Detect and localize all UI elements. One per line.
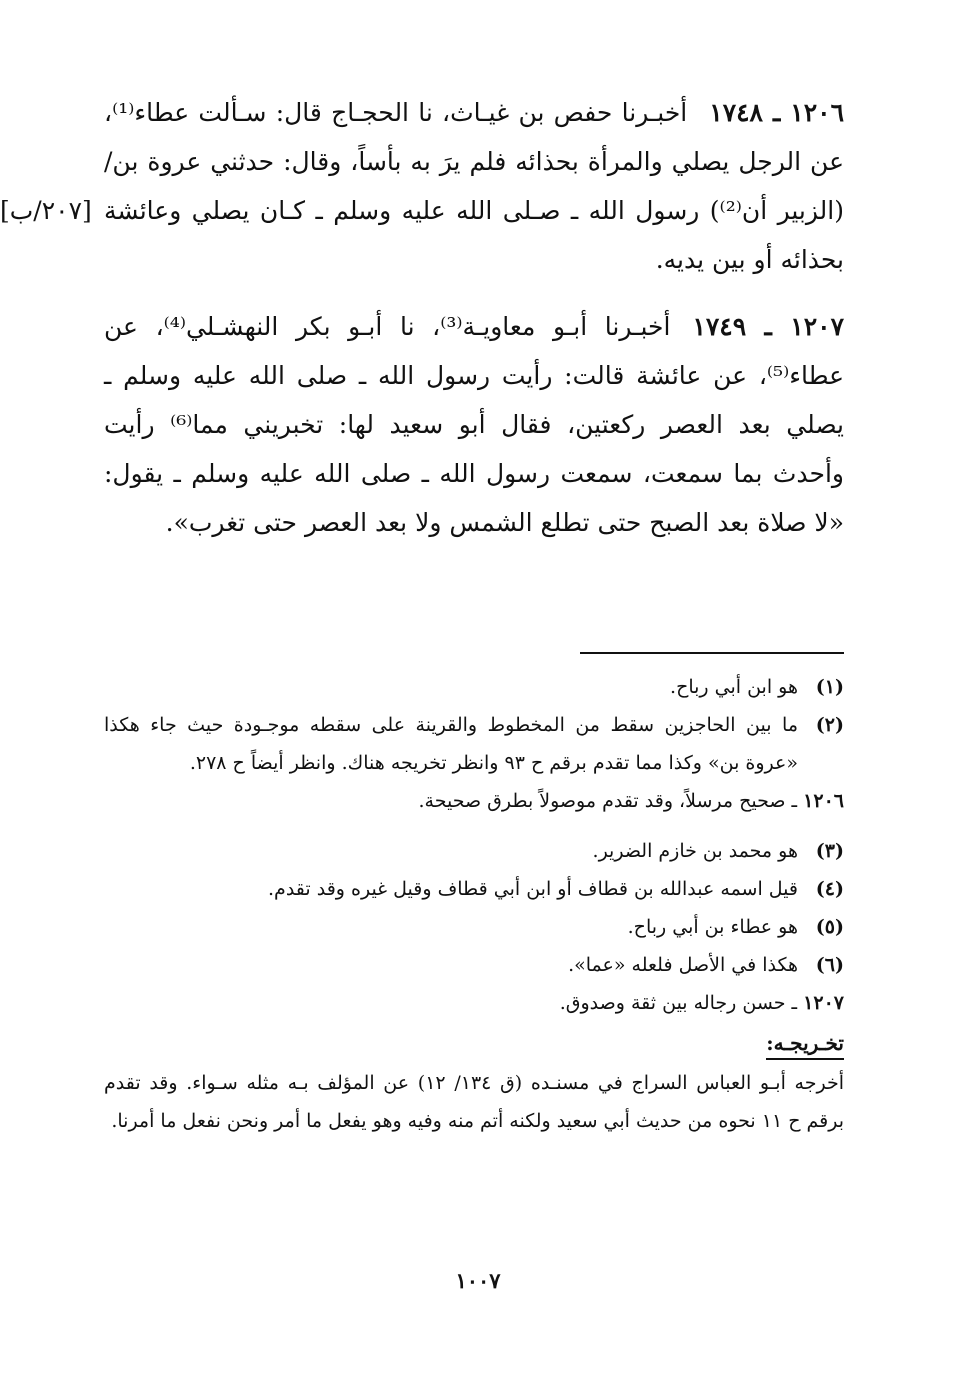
hadith-number: ١٢٠٦ ـ ١٧٤٨: [709, 98, 845, 127]
grading-text: ـ صحيح مرسلاً، وقد تقدم موصولاً بطرق صحيحة.: [418, 790, 798, 812]
takhrij-text: أخرجه أبـو العباس السراج في مسنـده (ق ١٣٤/ ١٢) عن المؤلف بـه مثله سـواء. وقد تقدم برقم ح ١١ نحوه من حديث أبي سعيد ولكنه أتم منه وفيه وهو يفعل ما أمر ونحن نفعل ما أمرنا.: [104, 1072, 844, 1132]
grading-number: ١٢٠٧: [803, 992, 844, 1014]
footnote-1: [104, 668, 844, 706]
takhrij-heading: تخـريجـه:: [766, 1028, 844, 1060]
grading-1207: [104, 984, 844, 1022]
footnote-3: [104, 832, 844, 870]
page-number: ١٠٠٧: [455, 1268, 501, 1293]
footnote-6: [104, 946, 844, 984]
footnote-5: [104, 908, 844, 946]
hadith-1206: [0, 88, 845, 284]
footnote-text: هكذا في الأصل فلعله «عما».: [568, 954, 798, 976]
grading-number: ١٢٠٦: [803, 790, 844, 812]
footnote-text: قيل اسمه عبدالله بن قطاف أو ابن أبي قطاف وقيل غيره وقد تقدم.: [268, 878, 798, 900]
grading-1206: [104, 782, 844, 820]
hadith-1207: [104, 302, 844, 547]
footnote-2: [104, 706, 844, 782]
footnote-text: هو ابن أبي رباح.: [670, 676, 798, 698]
footnote-number: (٢): [815, 714, 844, 736]
footnote-text: ما بين الحاجزين سقط من المخطوط والقرينة على سقطه موجـودة حيث جاء هكذا «عروة بن» وكذا مما تقدم برقم ح ٩٣ وانظر تخريجه هناك. وانظر أيضاً ح ٢٧٨.: [104, 714, 798, 774]
footnotes-section: [104, 668, 844, 1140]
grading-text: ـ حسن رجاله بين ثقة وصدوق.: [559, 992, 798, 1014]
footnote-number: (٣): [815, 840, 844, 862]
footnote-4: [104, 870, 844, 908]
hadith-text: أخبـرنا حفص بن غيـاث، نا الحجـاج قال: سـألت عطاء⁽¹⁾، عن الرجل يصلي والمرأة بحذائه فلم يرَ به بأساً، وقال: حدثني عروة بن/ (الزبير أن⁽²⁾) رسول الله ـ صـلى الله عليه وسلم ـ كـان يصلي وعائشة بحذائه أو بين يديه.: [104, 98, 844, 274]
footnote-separator: [580, 652, 844, 654]
footnote-number: (١): [815, 676, 844, 698]
footnote-number: (٥): [815, 916, 844, 938]
footnote-text: هو عطاء بن أبي رباح.: [627, 916, 798, 938]
main-text: [0, 88, 845, 565]
footnote-text: هو محمد بن خازم الضرير.: [592, 840, 798, 862]
hadith-number: ١٢٠٧ ـ ١٧٤٩: [692, 312, 844, 341]
footnote-number: (٦): [815, 954, 844, 976]
folio-marker: [٢٠٧/ب]: [0, 196, 92, 225]
footnote-number: (٤): [815, 878, 844, 900]
hadith-text: أخبـرنا أبـو معاويـة⁽³⁾، نا أبـو بكر النهشـلي⁽⁴⁾، عن عطاء⁽⁵⁾، عن عائشة قالت: رأيت رسول الله ـ صلى الله عليه وسلم ـ يصلي بعد العصر ركعتين، فقال أبو سعيد لها: تخبريني مما⁽⁶⁾ رأيت وأحدث بما سمعت، سمعت رسول الله ـ صلى الله عليه وسلم ـ يقول: «لا صلاة بعد الصبح حتى تطلع الشمس ولا بعد العصر حتى تغرب».: [104, 312, 844, 537]
